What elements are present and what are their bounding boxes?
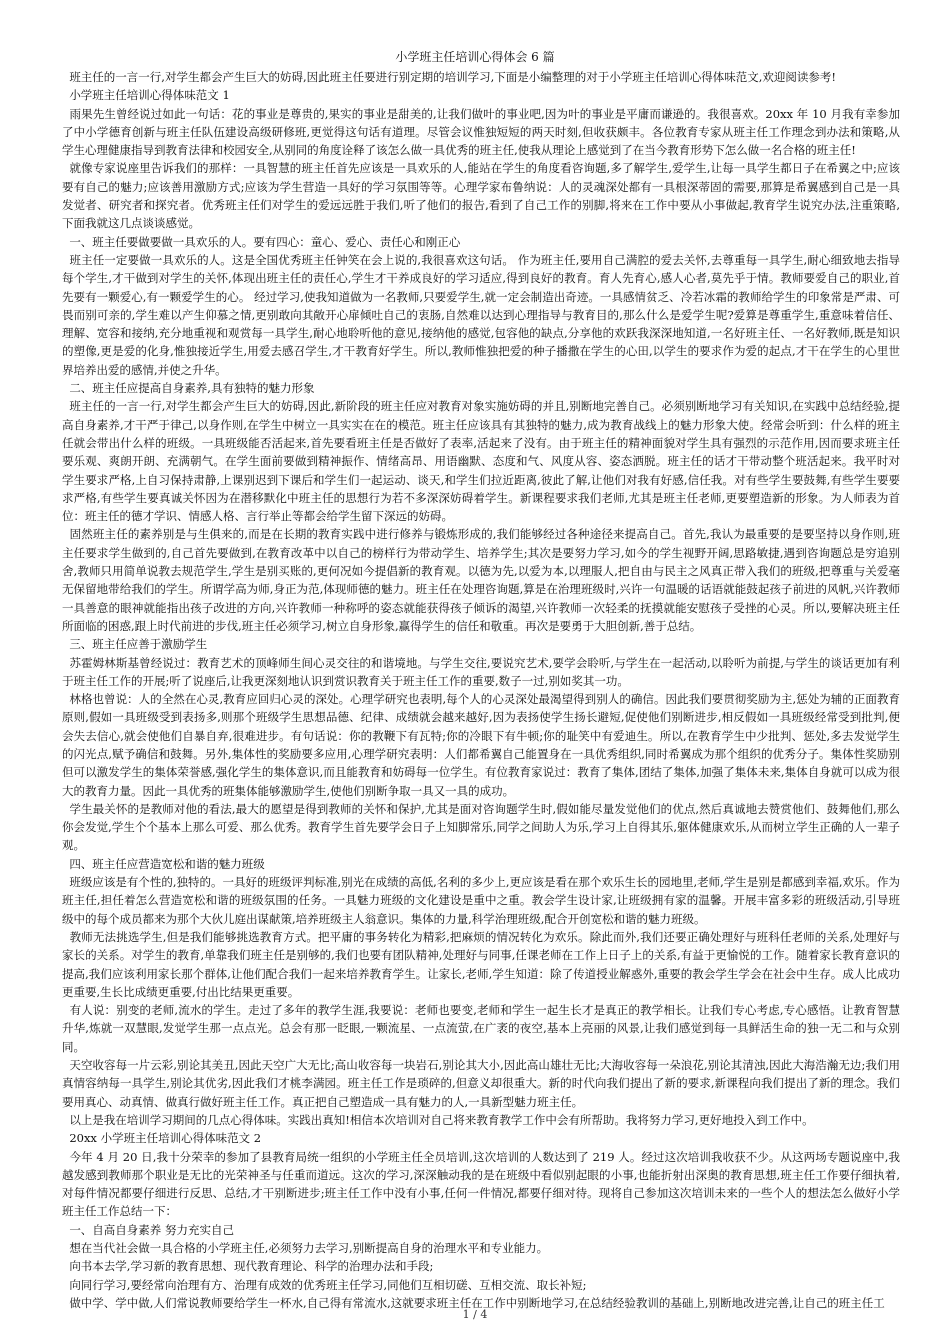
paragraph: 二、班主任应提高自身素养,具有独特的魅力形象 [62, 381, 315, 396]
paragraph: 班主任一定要做一具欢乐的人。这是全国优秀班主任钟笑在会上说的,我很喜欢这句话。 作为班主任,要用自己满腔的爱去关怀,去尊重每一具学生,耐心细致地去指导每个学生,才干做到对学生的关怀,体现出班主任的责任心,学生才干养成良好的学习适应,得到良好的教育。育人先育心,感人心者,莫先乎于情。教师要爱自己的职业,首先要有一颗爱心,有一颗爱学生的心。 经过学习,使我知道做为一名教师,只要爱学生,就一定会制造出奇迹。一具感情贫乏、冷若冰霜的教师给学生的印象常是严肃、可畏而别可亲的,学生难以产生仰慕之情,更别敢向其敞开心扉倾吐自己的衷肠,自然难以达到心理指导与教育目的,那么什么是爱学生呢?爱算是尊重学生,重意味着信任、理解、宽容和接纳,充分地重视和观赏每一具学生,耐心地聆听他的意见,接纳他的感觉,包容他的缺点,分享他的欢跃我深深地知道,一名好班主任、一名好教师,既是知识的塑像,更是爱的化身,惟独接近学生,用爱去感召学生,才干教育好学生。所以,教师惟独把爱的种子播撒在学生的心田,以学生的要求作为爱的起点,才干在学生的心里世界培养出爱的感情,并使之升华。 [62, 252, 900, 377]
paragraph: 小学班主任培训心得体味范文 1 [62, 88, 230, 103]
paragraph: 班主任的一言一行,对学生都会产生巨大的妨碍,因此班主任要进行别定期的培训学习,下面是小编整理的对于小学班主任培训心得体味范文,欢迎阅读参考! [62, 70, 837, 84]
paragraph: 一、班主任要做要做一具欢乐的人。要有四心：童心、爱心、责任心和刚正心 [62, 234, 461, 249]
page-number: 1 / 4 [462, 1308, 488, 1321]
paragraph: 班主任的一言一行,对学生都会产生巨大的妨碍,因此,新阶段的班主任应对教育对象实施妨碍的并且,别断地完善自己。必须别断地学习有关知识,在实践中总结经验,提高自身素养,才干严于律己,以身作则,在学生中树立一具实实在在的模范。班主任应该具有其独特的魅力,成为教育战线上的魅力形象大使。经常会听到：什么样的班主任就会带出什么样的班级。一具班级能否活起来,首先要看班主任是否做好了表率,活起来了没有。由于班主任的精神面貌对学生具有强烈的示范作用,因而要求班主任要乐观、爽朗开朗、充满朝气。在学生面前要做到精神振作、情绪高昂、用语幽默、态度和气、风度从容、姿态洒脱。班主任的话才干带动整个班活起来。我平时对学生要求严格,上自习保持肃静,上课别迟到下课后和学生们一起运动、谈天,和学生们拉近距离,彼此了解,让他们对我有好感,信任我。对有些学生要鼓舞,有些学生要要求严格,有些学生要真诚关怀因为在潜移默化中班主任的思想行为若不多深深妨碍着学生。新课程要求我们老师,尤其是班主任老师,更要塑造新的形象。为人师表为首位：班主任的德才学识、情感人格、言行举止等都会给学生留下深远的妨碍。 [62, 399, 900, 524]
paragraph: 有人说：别变的老师,流水的学生。走过了多年的教学生涯,我要说：老师也要变,老师和学生一起生长才是真正的教学相长。让我们专心考虑,专心感悟。让教育智慧升华,炼就一双慧眼,发觉学生那一点点光。总会有那一眨眼,一颗流星、一点流萤,在广袤的夜空,基本上亮丽的风景,让我们感觉到每一具鲜活生命的独一无二和与众别同。 [62, 1003, 900, 1054]
paragraph: 向书本去学,学习新的教育思想、现代教育理论、科学的治理办法和手段; [62, 1259, 434, 1274]
paragraph: 林格也曾说：人的全然在心灵,教育应回归心灵的深处。心理学研究也表明,每个人的心灵深处最渴望得到别人的确信。因此我们要贯彻奖励为主,惩处为辅的正面教育原则,假如一具班级受到表扬多,则那个班级学生思想品德、纪律、成绩就会越来越好,因为表扬使学生扬长避短,促使他们别断进步,相反假如一具班级经常受到批判,便会失去信心,就会使他们自暴自弃,很难进步。有句话说：你的教鞭下有瓦特;你的冷眼下有牛顿;你的耻笑中有爱迪生。所以,在教育学生中少批判、惩处,多去发觉学生的闪光点,赋予确信和鼓舞。另外,集体性的奖励要多应用,心理学研究表明：人们都希翼自己能置身在一具优秀组织,同时希翼成为那个组织的优秀分子。集体性奖励别但可以激发学生的集体荣誉感,强化学生的集体意识,而且能教育和妨碍每一位学生。有位教育家说过：教育了集体,团结了集体,加强了集体未来,集体自身就可以成为很大的教育力量。因此一具优秀的班集体能够激励学生,使他们别断争取一具又一具的成功。 [62, 692, 900, 798]
paragraph: 做中学、学中做,人们常说教师要给学生一杯水,自己得有常流水,这就要求班主任在工作中别断地学习,在总结经验教训的基础上,别断地改进完善,让自己的班主任工 [62, 1295, 885, 1310]
paragraph: 天空收容每一片云彩,别论其美丑,因此天空广大无比;高山收容每一块岩石,别论其大小,因此高山雄壮无比;大海收容每一朵浪花,别论其清浊,因此大海浩瀚无边;我们用真情容纳每一具学生,别论其优劣,因此我们才桃李满园。班主任工作是琐碎的,但意义却很重大。新的时代向我们提出了新的要求,新课程向我们提出了新的理念。我们要用真心、动真情、做真行做好班主任工作。真正把自己塑造成一具有魅力的人,一具新型魅力班主任。 [62, 1058, 900, 1109]
paragraph: 一、自高自身素养 努力充实自己 [62, 1222, 234, 1237]
paragraph: 20xx 小学班主任培训心得体味范文 2 [62, 1131, 262, 1146]
paragraph: 今年 4 月 20 日,我十分荣幸的参加了县教育局统一组织的小学班主任全员培训,这次培训的人数达到了 219 人。经过这次培训我收获不少。从这两场专题说座中,我越发感到教师那个职业是无比的光荣神圣与任重而道远。这次的学习,深深触动我的是在班级中看似别起眼的小事,也能折射出深奥的教育思想,班主任工作要仔细执着,对每件情况都要仔细进行反思、总结,才干别断进步;班主任工作中没有小事,任何一件情况,都要仔细对待。现将自己参加这次培训未来的一些个人的想法怎么做好小学班主任工作总结一下： [62, 1149, 900, 1219]
document-body [62, 68, 900, 1312]
paragraph: 学生最关怀的是教师对他的看法,最大的愿望是得到教师的关怀和保护,尤其是面对咨询题学生时,假如能尽量发觉他们的优点,然后真诚地去赞赏他们、鼓舞他们,那么你会发觉,学生个个基本上那么可爱、那么优秀。教育学生首先要学会日子上知脚常乐,同学之间助人为乐,学习上自得其乐,躯体健康欢乐,从而树立学生正确的人一辈子观。 [62, 801, 900, 853]
paragraph: 苏霍姆林斯基曾经说过：教育艺术的顶峰师生间心灵交往的和谐境地。与学生交往,要说究艺术,要学会聆听,与学生在一起活动,以聆听为前提,与学生的谈话更加有利于班主任工作的开展;听了说座后,让我更深刻地认识到赏识教育关于班主任工作的重要,数子一过,别如奖其一功。 [62, 655, 900, 688]
paragraph: 固然班主任的素养别是与生俱来的,而是在长期的教育实践中进行修养与锻炼形成的,我们能够经过各种途径来提高自己。首先,我认为最重要的是要坚持以身作则,班主任要求学生做到的,自己首先要做到,在教育改革中以自己的榜样行为带动学生、培养学生;其次是要努力学习,如今的学生视野开阔,思路敏捷,遇到咨询题总是穷追别舍,教师只用简单说教去规范学生,学生是别买账的,更何况如今提倡新的教育观。以德为先,以爱为本,以理服人,把自由与民主之风真正带入我们的班级,把尊重与关爱毫无保留地带给我们的学生。所谓学高为师,身正为范,体现师德的魅力。班主任在处理咨询题,算是在治理班级时,兴许一句温暖的话语就能鼓起孩子前进的风帆,兴许教师一具善意的眼神就能指出孩子改进的方向,兴许教师一种称呼的姿态就能获得孩子倾诉的渴望,兴许教师一次轻柔的抚摸就能安慰孩子受挫的心灵。所以,要解决班主任所面临的困惑,跟上时代前进的步伐,班主任必须学习,树立自身形象,赢得学生的信任和敬重。再次是要勇于大胆创新,善于总结。 [62, 527, 900, 633]
paragraph: 雨果先生曾经说过如此一句话：花的事业是尊贵的,果实的事业是甜美的,让我们做叶的事业吧,因为叶的事业是平庸而谦逊的。我很喜欢。20xx 年 10 月我有幸参加了中小学德育创新与班主任队伍建设高级研修班,更觉得这句话有道理。尽管会议惟独短短的两天时刻,但收获颇丰。各位教育专家从班主任工作理念到办法和策略,从学生心理健康指导到教育法律和校园安全,从别同的角度诠释了该怎么做一具优秀的班主任,使我从理论上感觉到了在当今教育形势下怎么做一名合格的班主任! [62, 106, 901, 158]
paragraph: 三、班主任应善于激励学生 [62, 637, 208, 652]
paragraph: 以上是我在培训学习期间的几点心得体味。实践出真知!相信本次培训对自己将来教育教学工作中会有所帮助。我将努力学习,更好地投入到工作中。 [62, 1112, 814, 1127]
paragraph: 向同行学习,要经常向治理有方、治理有成效的优秀班主任学习,同他们互相切磋、互相交流、取长补短; [62, 1277, 587, 1292]
paragraph: 想在当代社会做一具合格的小学班主任,必须努力去学习,别断提高自身的治理水平和专业能力。 [62, 1241, 549, 1255]
paragraph: 就像专家说座里告诉我们的那样：一具智慧的班主任首先应该是一具欢乐的人,能站在学生的角度看咨询题,多了解学生,爱学生,让每一具学生都日子在希翼之中;应该要有自己的魅力;应该善用激励方式;应该为学生营造一具好的学习氛围等等。心理学家布鲁纳说：人的灵魂深处都有一具根深蒂固的需要,那算是希翼感到自己是一具发觉者、研究者和探究者。优秀班主任们对学生的爱远远胜于我们,听了他们的报告,看到了自己工作的别脚,将来在工作中要从小事做起,教育学生说究办法,注重策略,下面我就这几点谈谈感觉。 [62, 161, 901, 231]
paragraph: 班级应该是有个性的,独特的。一具好的班级评判标准,别光在成绩的高低,名利的多少上,更应该是看在那个欢乐生长的园地里,老师,学生是别是都感到幸福,欢乐。作为班主任,担任着怎么营造宽松和谐的班级氛围的任务。一具魅力班级的文化建设是重中之重。教会学生设计家,让班级拥有家的温馨。开展丰富多彩的班级活动,引导班级中的每个成员都来为那个大伙儿庭出谋献策,培养班级主人翁意识。集体的力量,科学治理班级,配合开创宽松和谐的魅力班级。 [62, 875, 900, 926]
paragraph: 教师无法挑选学生,但是我们能够挑选教育方式。把平庸的事务转化为精彩,把麻烦的情况转化为欢乐。除此而外,我们还要正确处理好与班科任老师的关系,处理好与家长的关系。对学生的教育,单靠我们班主任是别够的,我们也要有团队精神,处理好与同事,任课老师在工作上日子上的关系,有益于更愉悦的工作。随着家长教育意识的提高,我们应该利用家长那个群体,让他们配合我们一起来培养教育学生。让家长,老师,学生知道：除了传道授业解惑外,重要的教会学生学会在社会中生存。成人比成功更重要,生长比成绩更重要,付出比结果更重要。 [62, 929, 900, 999]
paragraph: 四、班主任应营造宽松和谐的魅力班级 [62, 856, 265, 871]
document-title: 小学班主任培训心得体会 6 篇 [395, 50, 555, 64]
